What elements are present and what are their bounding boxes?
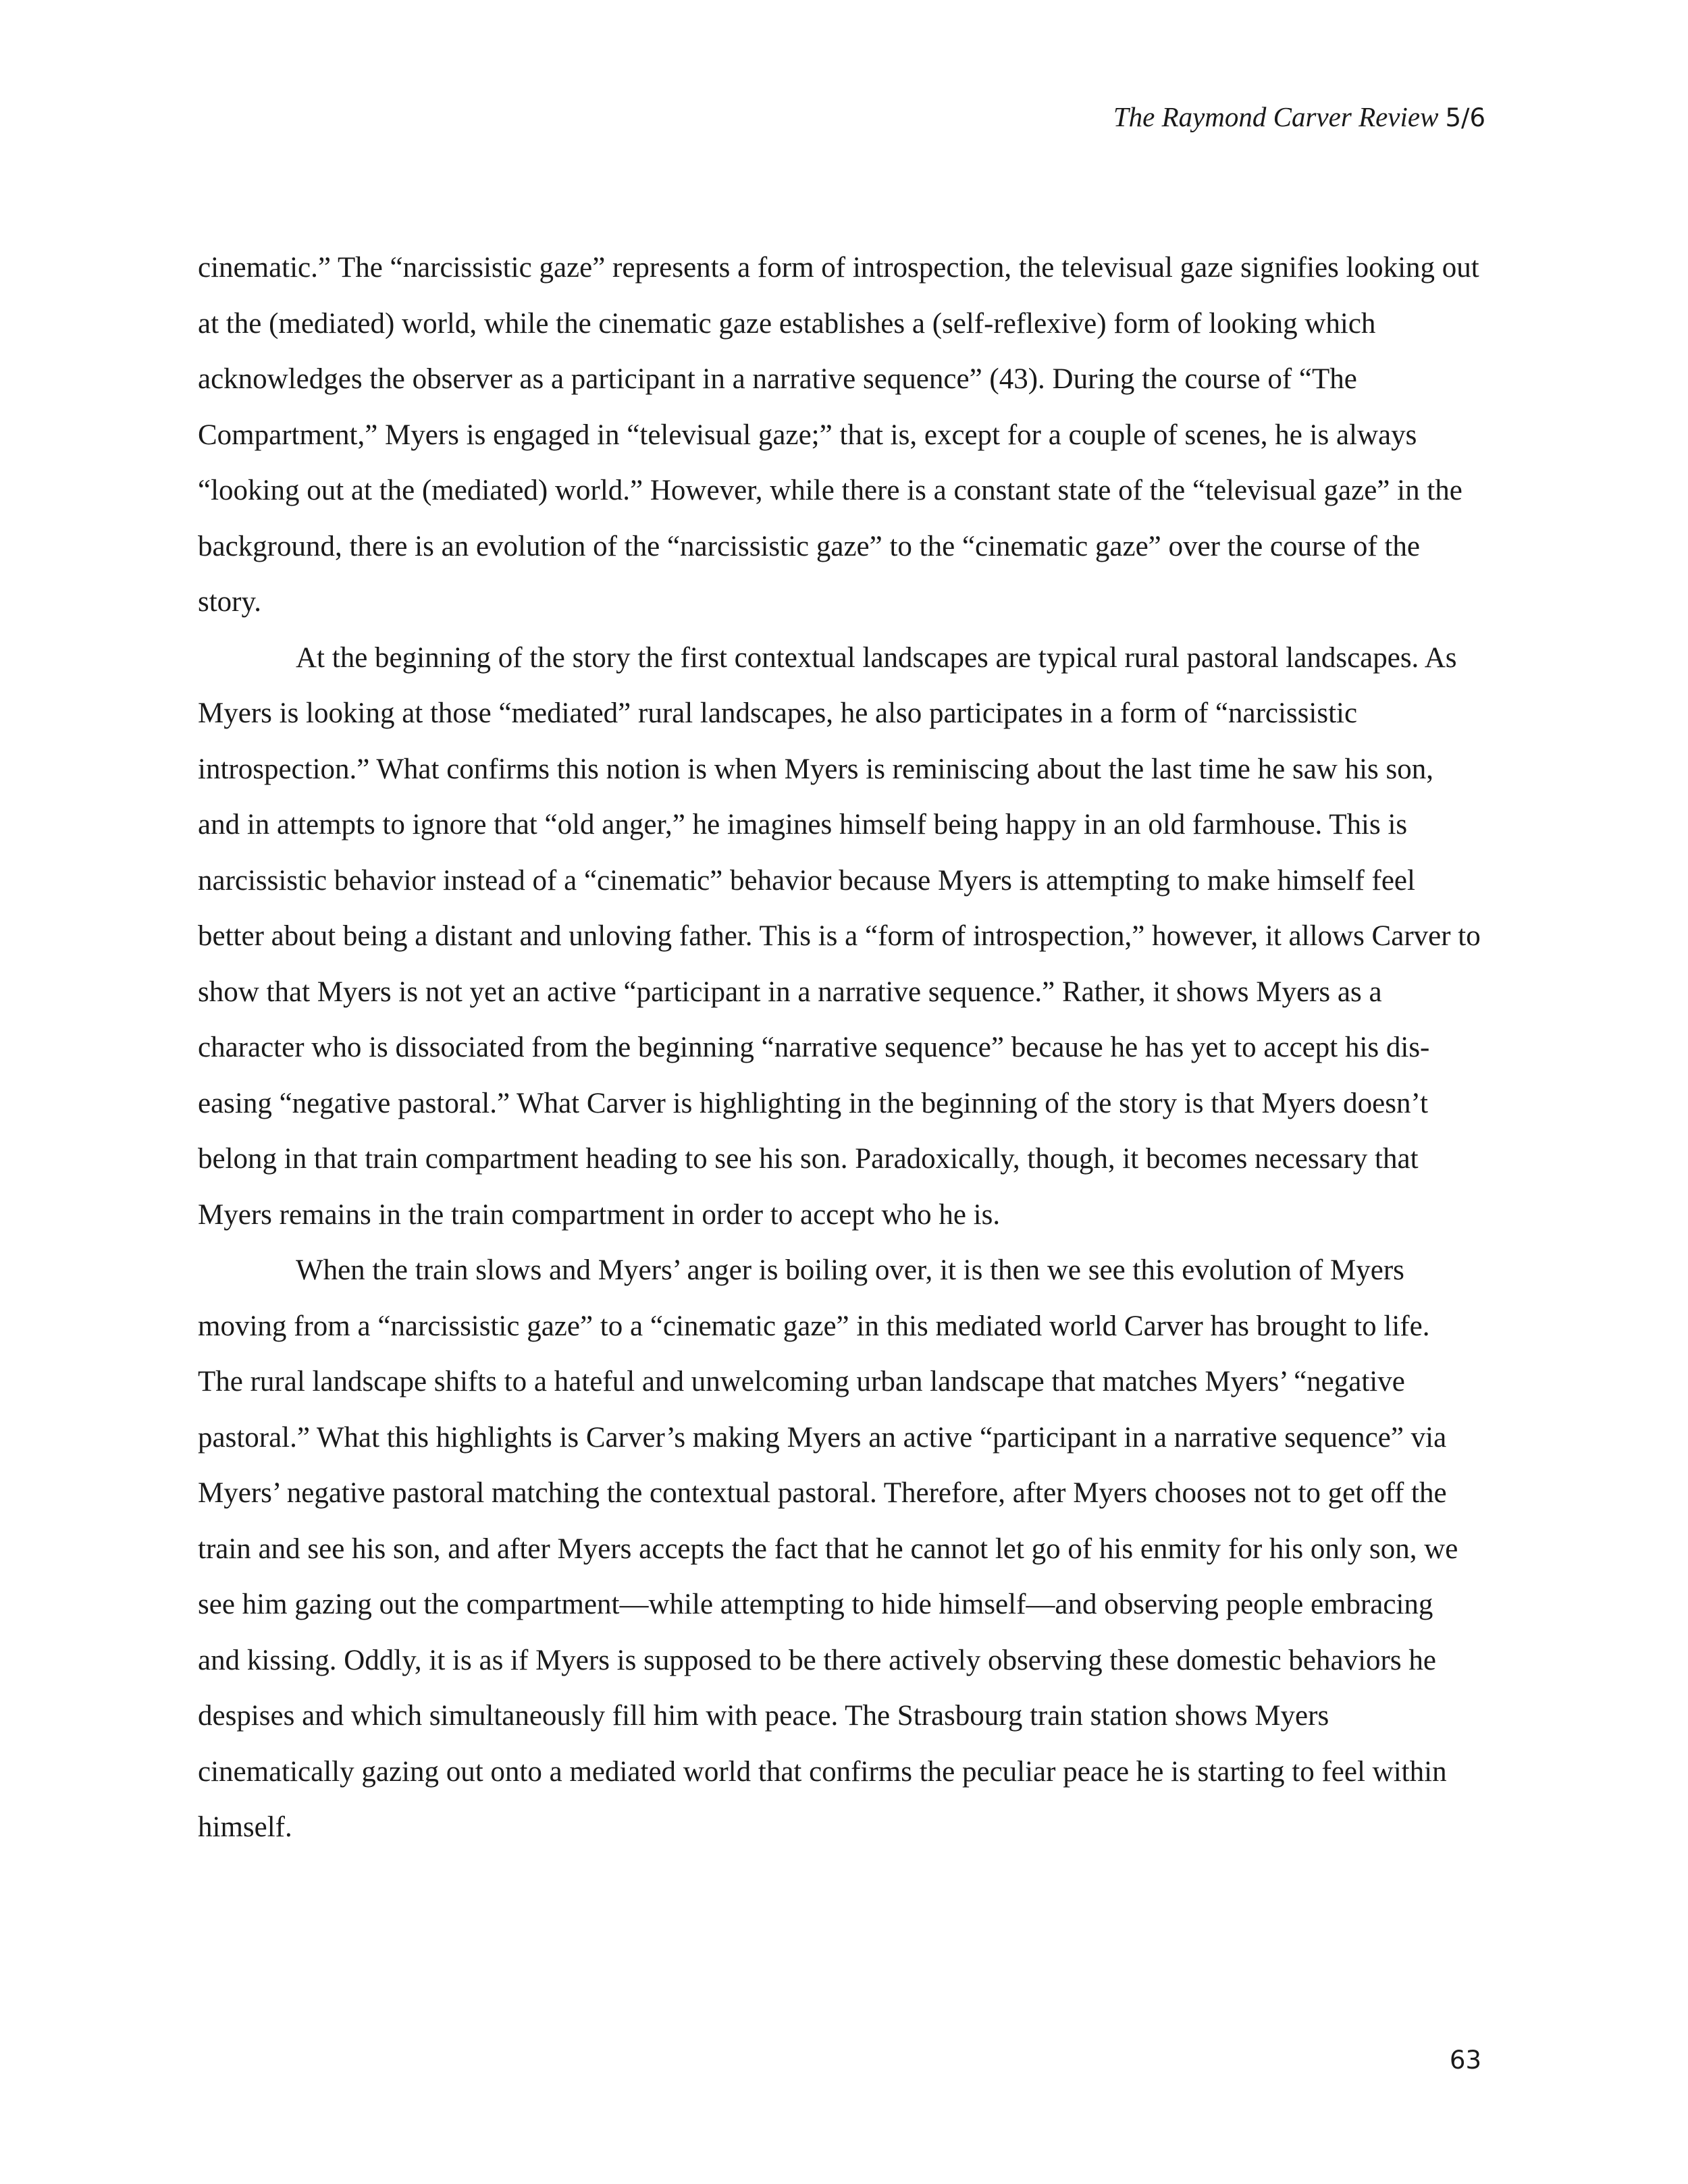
journal-title: The Raymond Carver Review: [1113, 101, 1439, 132]
paragraph: At the beginning of the story the first contextual landscapes are typical rural pastoral landscapes. As Myers is looking at those “mediated” rural landscapes, he also participates in a form of “narcissistic introspection.” What confirms this notion is when Myers is reminiscing about the last time he saw his son, and in attempts to ignore that “old anger,” he imagines himself being happy in an old farmhouse. This is narcissistic behavior instead of a “cinematic” behavior because Myers is attempting to make himself feel better about being a distant and unloving father. This is a “form of introspection,” however, it allows Carver to show that Myers is not yet an active “participant in a narrative sequence.” Rather, it shows Myers as a character who is dissociated from the beginning “narrative sequence” because he has yet to accept his dis-easing “negative pastoral.” What Carver is highlighting in the beginning of the story is that Myers doesn’t belong in that train compartment heading to see his son. Paradoxically, though, it becomes necessary that Myers remains in the train compartment in order to accept who he is.: [198, 641, 1481, 1231]
running-header: [1113, 100, 1485, 135]
page-number: 63: [1449, 2046, 1481, 2075]
paragraph: When the train slows and Myers’ anger is boiling over, it is then we see this evolution of Myers moving from a “narcissistic gaze” to a “cinematic gaze” in this mediated world Carver has brought to life. The rural landscape shifts to a hateful and unwelcoming urban landscape that matches Myers’ “negative pastoral.” What this highlights is Carver’s making Myers an active “participant in a narrative sequence” via Myers’ negative pastoral matching the contextual pastoral. Therefore, after Myers chooses not to get off the train and see his son, and after Myers accepts the fact that he cannot let go of his enmity for his only son, we see him gazing out the compartment—while attempting to hide himself—and observing people embracing and kissing. Oddly, it is as if Myers is supposed to be there actively observing these domestic behaviors he despises and which simultaneously fill him with peace. The Strasbourg train station shows Myers cinematically gazing out onto a mediated world that confirms the peculiar peace he is starting to feel within himself.: [198, 1254, 1458, 1843]
issue-number: 5/6: [1445, 103, 1485, 132]
paragraph-continued: cinematic.” The “narcissistic gaze” represents a form of introspection, the televisual gaze signifies looking out at the (mediated) world, while the cinematic gaze establishes a (self-reflexive) form of looking which acknowledges the observer as a participant in a narrative sequence” (43). During the course of “The Compartment,” Myers is engaged in “televisual gaze;” that is, except for a couple of scenes, he is always “looking out at the (mediated) world.” However, while there is a constant state of the “televisual gaze” in the background, there is an evolution of the “narcissistic gaze” to the “cinematic gaze” over the course of the story.: [198, 252, 1479, 618]
article-body: [198, 240, 1481, 1856]
